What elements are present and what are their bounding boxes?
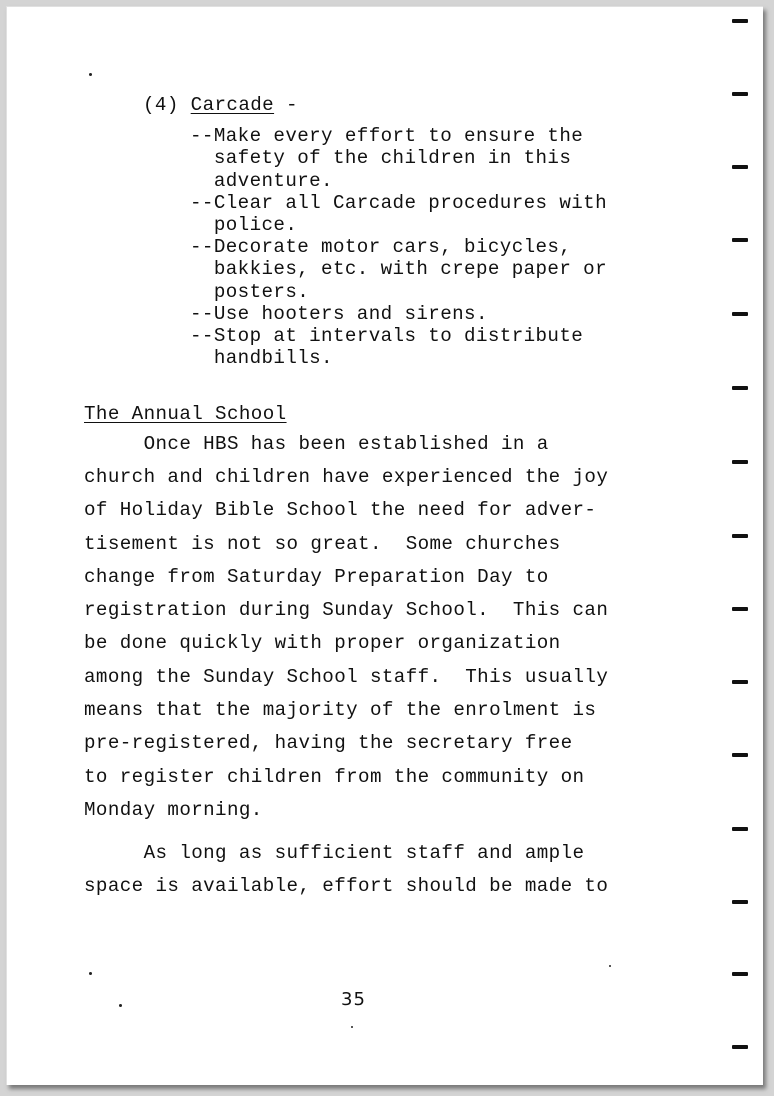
section-dash: - [286, 94, 298, 116]
paragraph-line: As long as sufficient staff and ample [84, 842, 585, 864]
paragraph-line: tisement is not so great. Some churches [84, 533, 561, 555]
bullet-line: handbills. [190, 347, 333, 369]
bullet-line: adventure. [190, 170, 333, 192]
document-page [6, 6, 763, 1085]
binder-mark-icon [732, 238, 748, 242]
bullet-line: posters. [190, 281, 310, 303]
binder-mark-icon [732, 19, 748, 23]
binder-mark-icon [732, 386, 748, 390]
paragraph-line: space is available, effort should be made to [84, 875, 609, 897]
bullet-line: --Use hooters and sirens. [190, 303, 488, 325]
scan-speck [89, 73, 92, 76]
binder-mark-icon [732, 900, 748, 904]
paragraph-line: to register children from the community on [84, 766, 585, 788]
scan-speck [609, 965, 611, 967]
section-title: Carcade [190, 94, 275, 116]
section-item-heading [143, 96, 298, 115]
bullet-line: police. [190, 214, 298, 236]
binder-mark-icon [732, 1045, 748, 1049]
paragraph-line: church and children have experienced the joy [84, 466, 609, 488]
paragraph-line: among the Sunday School staff. This usually [84, 666, 609, 688]
paragraph-line: registration during Sunday School. This can [84, 599, 609, 621]
binder-mark-icon [732, 607, 748, 611]
binder-mark-icon [732, 680, 748, 684]
scan-speck [351, 1026, 353, 1028]
paragraph-line: be done quickly with proper organization [84, 632, 561, 654]
bullet-line: --Make every effort to ensure the [190, 125, 584, 147]
binder-mark-icon [732, 92, 748, 96]
paragraph-line: Once HBS has been established in a [84, 433, 549, 455]
binder-mark-icon [732, 972, 748, 976]
bullet-line: --Stop at intervals to distribute [190, 325, 584, 347]
paragraph-line: means that the majority of the enrolment is [84, 699, 597, 721]
page-number: 35 [341, 989, 366, 1010]
paragraph-line: change from Saturday Preparation Day to [84, 566, 549, 588]
bullet-line: --Decorate motor cars, bicycles, [190, 236, 572, 258]
bullet-line: --Clear all Carcade procedures with [190, 192, 608, 214]
binder-mark-icon [732, 534, 748, 538]
paragraph-line: Monday morning. [84, 799, 263, 821]
binder-mark-icon [732, 827, 748, 831]
section-heading: The Annual School [84, 403, 287, 425]
scan-speck [89, 972, 92, 975]
paragraph-line: pre-registered, having the secretary free [84, 732, 573, 754]
binder-mark-icon [732, 753, 748, 757]
bullet-line: safety of the children in this [190, 147, 572, 169]
paragraph-line: of Holiday Bible School the need for adver- [84, 499, 597, 521]
binder-mark-icon [732, 165, 748, 169]
bullet-line: bakkies, etc. with crepe paper or [190, 258, 608, 280]
section-number: (4) [143, 94, 179, 116]
scan-speck [119, 1004, 122, 1007]
binder-mark-icon [732, 312, 748, 316]
binder-mark-icon [732, 460, 748, 464]
